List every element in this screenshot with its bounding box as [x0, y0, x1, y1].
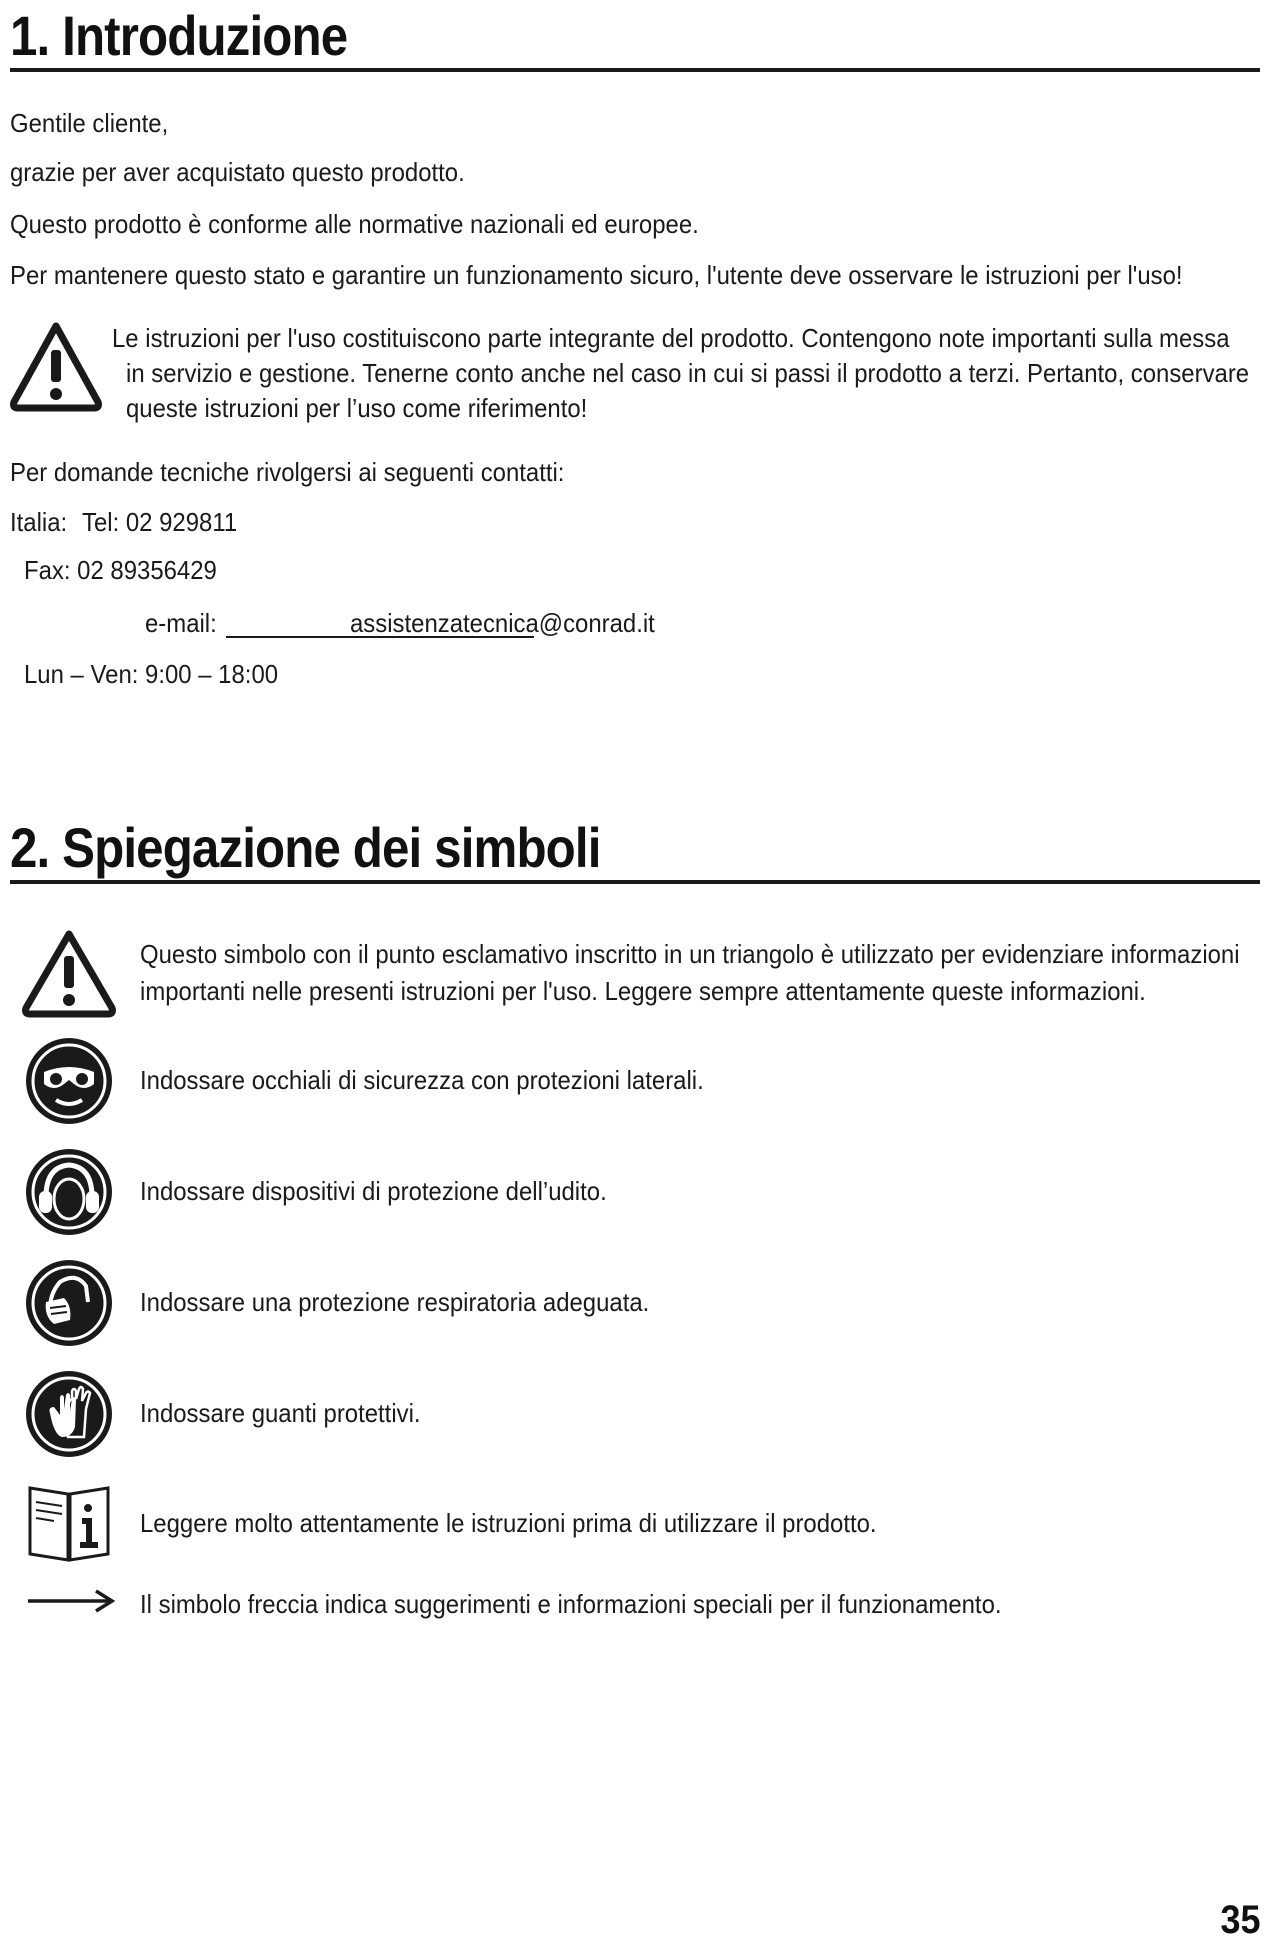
symbol-description-goggles: Indossare occhiali di sicurezza con protezioni laterali. — [140, 1065, 704, 1095]
section-title-simboli: 2. Spiegazione dei simboli — [10, 816, 601, 879]
symbol-description-respirator: Indossare una protezione respiratoria adeguata. — [140, 1287, 650, 1317]
respirator-mask-icon — [24, 1258, 114, 1348]
contact-tel: Tel: 02 929811 — [82, 507, 238, 537]
safety-goggles-icon — [24, 1036, 114, 1126]
contact-hours: Lun – Ven: 9:00 – 18:00 — [24, 659, 279, 689]
contact-email-label: e-mail: — [145, 608, 217, 638]
arrow-icon — [26, 1587, 116, 1615]
symbol-description-warning-line-2: importanti nelle presenti istruzioni per l'uso. Leggere sempre attentamente queste informazioni. — [140, 976, 1146, 1006]
symbol-description-gloves: Indossare guanti protettivi. — [140, 1398, 421, 1428]
ear-protection-icon — [24, 1147, 114, 1237]
contact-fax: Fax: 02 89356429 — [24, 555, 217, 585]
symbol-description-warning-line-1: Questo simbolo con il punto esclamativo inscritto in un triangolo è utilizzato per evidenziare informazioni — [140, 939, 1240, 969]
contact-intro: Per domande tecniche rivolgersi ai seguenti contatti: — [10, 457, 565, 487]
section-title-introduzione: 1. Introduzione — [10, 4, 348, 67]
paragraph-conformity: Questo prodotto è conforme alle normative nazionali ed europee. — [10, 209, 699, 239]
contact-email-link[interactable]: assistenzatecnica@conrad.it — [350, 608, 655, 638]
section-divider — [10, 68, 1260, 72]
warning-triangle-icon — [10, 320, 102, 412]
warning-triangle-icon — [22, 928, 116, 1018]
symbol-description-ear-protection: Indossare dispositivi di protezione dell’udito. — [140, 1176, 607, 1206]
warning-note-line-2: in servizio e gestione. Tenerne conto anche nel caso in cui si passi il prodotto a terzi. Pertanto, conservare — [126, 358, 1250, 388]
warning-note-line-3: queste istruzioni per l’uso come riferimento! — [126, 393, 588, 423]
section-divider — [10, 880, 1260, 884]
protective-gloves-icon — [24, 1369, 114, 1459]
greeting: Gentile cliente, — [10, 108, 169, 138]
symbol-description-read-manual: Leggere molto attentamente le istruzioni prima di utilizzare il prodotto. — [140, 1508, 877, 1538]
symbol-description-arrow: Il simbolo freccia indica suggerimenti e informazioni speciali per il funzionamento. — [140, 1589, 1002, 1619]
paragraph-instructions: Per mantenere questo stato e garantire un funzionamento sicuro, l'utente deve osservare le istruzioni per l'uso! — [10, 260, 1183, 290]
page-number: 35 — [1219, 1898, 1260, 1942]
paragraph-thanks: grazie per aver acquistato questo prodotto. — [10, 157, 465, 187]
warning-note-line-1: Le istruzioni per l'uso costituiscono parte integrante del prodotto. Contengono note importanti sulla messa — [112, 323, 1230, 353]
read-manual-icon — [24, 1480, 114, 1564]
contact-country: Italia: — [10, 507, 68, 537]
